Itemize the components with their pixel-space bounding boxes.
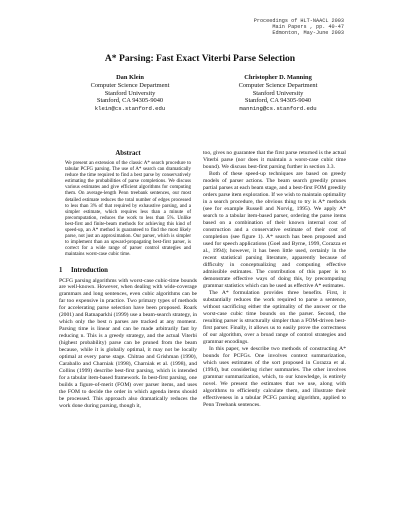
author-block-klein [60,74,200,113]
author-name: Dan Klein [116,74,144,81]
body-paragraph: too, gives no guarantee that the first parse returned is the actual Viterbi parse (nor does it maintain a worst-case cubic time bound). We discuss best-first parsing further in section 3.3. [203,150,346,170]
section-heading-introduction [59,267,197,274]
section-number: 1 [59,266,63,274]
paper-title: A* Parsing: Fast Exact Viterbi Parse Selection [104,53,296,64]
author-name: Christopher D. Manning [244,74,312,81]
intro-paragraph: PCFG parsing algorithms with worst-case cubic-time bounds are well-known. However, when dealing with wide-coverage grammars and long sentences, even cubic algorithms can be far too expensive in practice. Two primary types of methods for accelerating parse selection have been proposed. Roark (2001) and Ratnaparkhi (1999) use a beam-search strategy, in which only the best n parses are tracked at any moment. Parsing time is linear and can be made arbitrarily fast by reducing n. This is a greedy strategy, and the actual Viterbi (highest probability) parse can be pruned from the beam because, while it is globally optimal, it may not be locally optimal at every parse stage. Chitrao and Grishman (1990), Caraballo and Charniak (1998), Charniak et al. (1998), and Collins (1999) describe best-first parsing, which is intended for a tabular item-based framework. In best-first parsing, one builds a figure-of-merit (FOM) over parser items, and uses the FOM to decide the order in which agenda items should be processed. This approach also dramatically reduces the work done during parsing, though it, [59,277,197,409]
body-paragraph: Both of these speed-up techniques are based on greedy models of parser actions. The beam search greedily prunes partial parses at each beam stage, and a best-first FOM greedily orders parse item exploration. If we wish to maintain optimality in a search procedure, the obvious thing to try is A* methods (see for example Russell and Norvig, 1995). We apply A* search to a tabular item-based parser, ordering the parse items based on a combination of their known internal cost of construction and a conservative estimate of their cost of completion (see figure 1). A* search has been proposed and used for speech applications (Goel and Byrne, 1999, Corazza et al., 1994); however, it has been little used, certainly in the recent statistical parsing literature, apparently because of difficulty in conceptualizing and computing effective admissible estimates. The contribution of this paper is to demonstrate effective ways of doing this, by precomputing grammar statistics which can be used as effective A* estimates. [203,171,346,289]
proceedings-line: Main Papers , pp. 40-47 [272,24,344,31]
author-location: Stanford, CA 94305-9040 [244,97,312,105]
body-paragraph: In this paper, we describe two methods of constructing A* bounds for PCFGs. One involves context summarization, which uses estimates of the sort proposed in Corazza et al. (1994), but considering richer summaries. The other involves grammar summarization, which, to our knowledge, is entirely novel. We present the estimates that we use, along with algorithms to efficiently calculate them, and illustrate their effectiveness in a tabular PCFG parsing algorithm, applied to Penn Treebank sentences. [203,346,346,408]
proceedings-header [254,18,344,37]
author-block-manning [208,74,348,113]
author-department: Computer Science Department [238,81,318,89]
author-email: manning@cs.stanford.edu [239,105,317,113]
proceedings-line: Proceedings of HLT-NAACL 2003 [253,18,344,24]
author-department: Computer Science Department [90,81,170,89]
section-title: Introduction [71,266,108,274]
body-paragraph: The A* formulation provides three benefits. First, it substantially reduces the work required to parse a sentence, without sacrificing either the optimality of the answer or the worst-case cubic time bounds on the parser. Second, the resulting parser is structurally simpler than a FOM-driven best-first parser. Finally, it allows us to easily prove the correctness of our algorithm, over a broad range of control strategies and grammar encodings. [203,290,346,345]
author-location: Stanford, CA 94305-9040 [96,97,164,105]
abstract-heading: Abstract [115,150,141,157]
author-university: Stanford University [252,89,304,97]
author-university: Stanford University [104,89,156,97]
left-column [59,150,197,410]
abstract-text: We present an extension of the classic A* search procedure to tabular PCFG parsing. The use of A* search can dramatically reduce the time required to find a best parse by conservatively estimating the probabilities of parse completions. We discuss various estimates and give efficient algorithms for computing them. On average-length Penn treebank sentences, our most detailed estimate reduces the total number of edges processed to less than 3% of that required by exhaustive parsing, and a simpler estimate, which requires less than a minute of precomputation, reduces the work to less than 5%. Unlike best-first and finite-beam methods for achieving this kind of speed-up, an A* method is guaranteed to find the most likely parse, not just an approximation. Our parser, which is simpler to implement than an upward-propagating best-first parser, is correct for a wide range of parser control strategies and maintains worst-case cubic time. [65,161,191,258]
proceedings-line: Edmonton, May-June 2003 [272,30,344,37]
right-column [203,150,346,409]
author-email: klein@cs.stanford.edu [94,105,166,113]
